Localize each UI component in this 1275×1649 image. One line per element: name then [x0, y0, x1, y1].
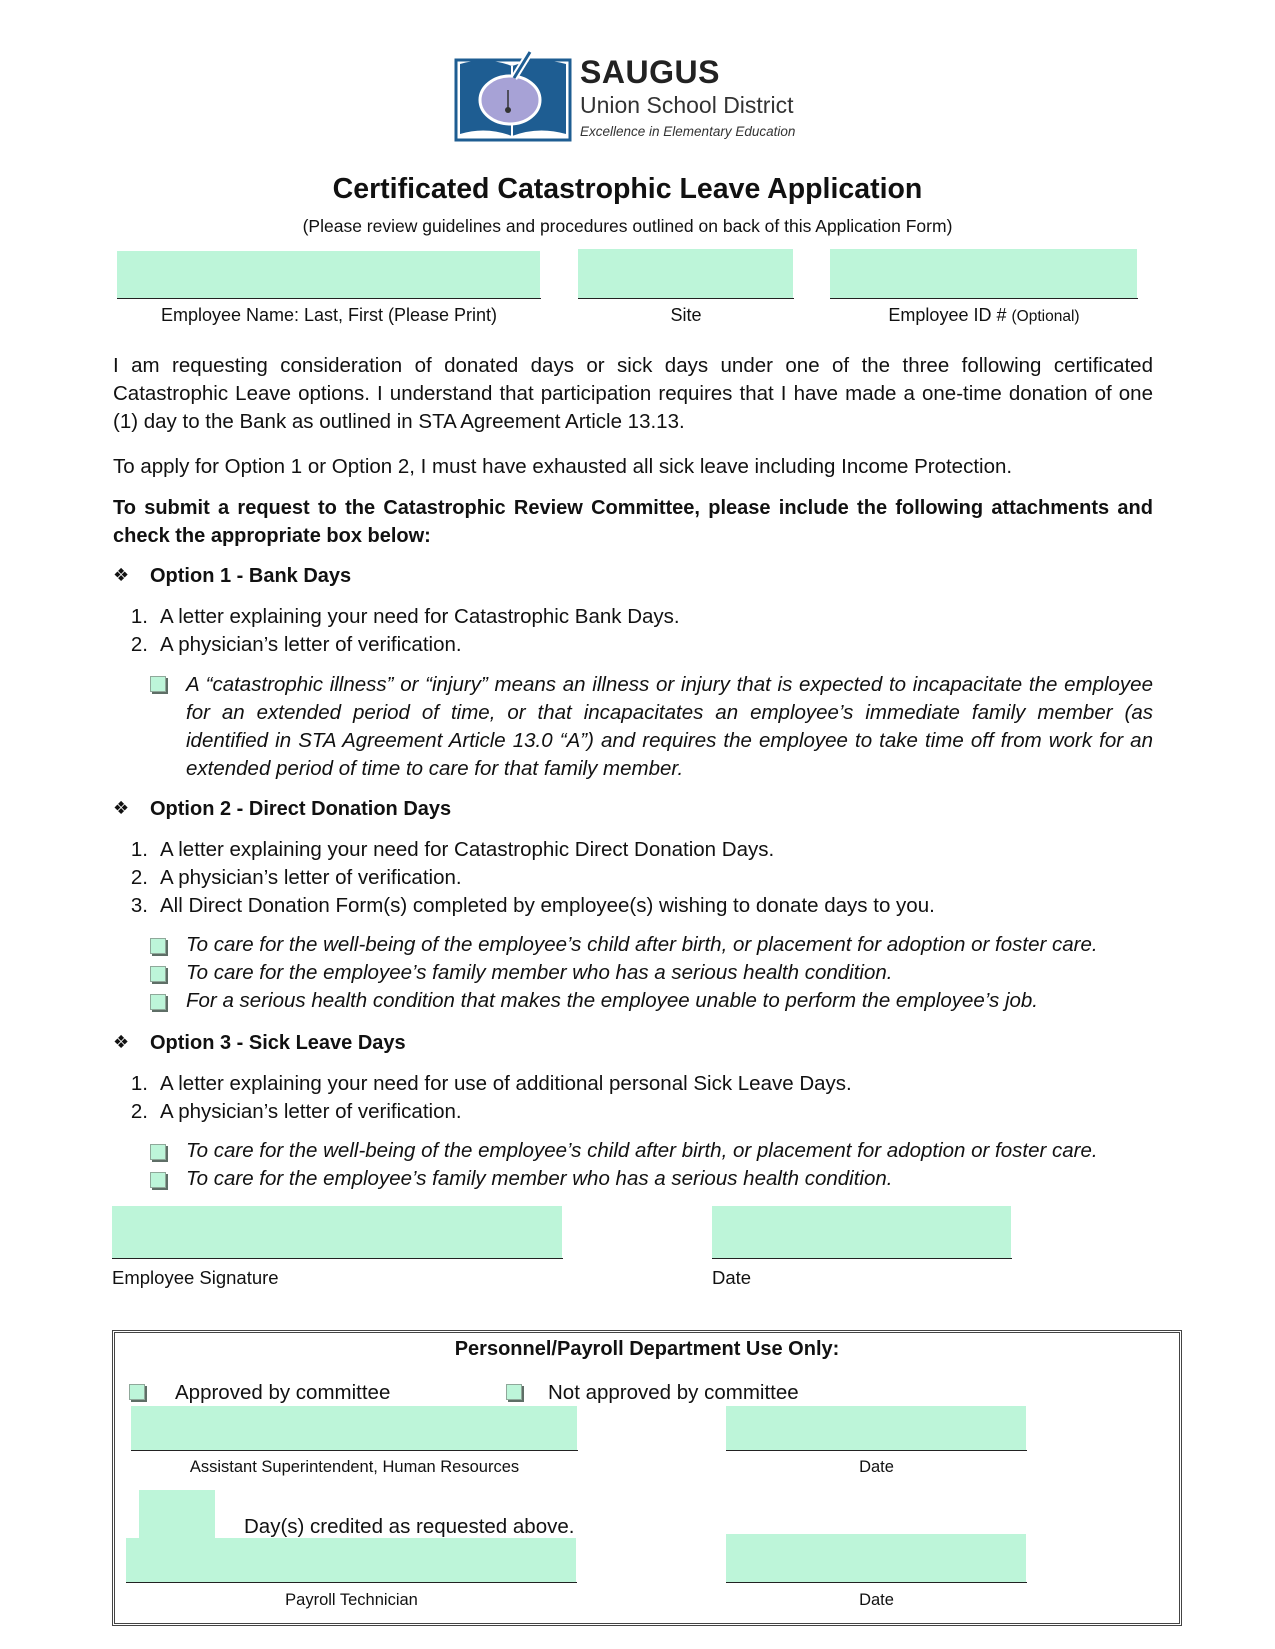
- item-number: 1.: [130, 1072, 148, 1095]
- page-title: Certificated Catastrophic Leave Application: [332, 173, 923, 205]
- item-text: A letter explaining your need for Catastrophic Direct Donation Days.: [160, 838, 775, 861]
- payroll-technician-label: Payroll Technician: [285, 1591, 418, 1609]
- diamond-bullet-icon: ❖: [113, 1032, 130, 1052]
- approved-checkbox[interactable]: [129, 1384, 145, 1400]
- option-2-family-member-text: To care for the employee’s family member who has a serious health condition.: [186, 961, 893, 984]
- item-number: 1.: [130, 605, 148, 628]
- logo-name: SAUGUS: [580, 54, 720, 90]
- days-credited-input[interactable]: [139, 1490, 215, 1538]
- employee-id-optional: (Optional): [1011, 308, 1080, 325]
- employee-name-underline: [117, 298, 541, 299]
- option-1-catastrophic-checkbox[interactable]: [150, 676, 166, 692]
- employee-id-underline: [830, 298, 1138, 299]
- logo-subtitle: Union School District: [580, 92, 794, 118]
- option-3-family-member-text: To care for the employee’s family member who has a serious health condition.: [186, 1167, 893, 1190]
- option-1-catastrophic-text: A “catastrophic illness” or “injury” means an illness or injury that is expected to incapacitate the employee for an extended period of time, or that incapacitates an employee’s immediate family member (as identified in STA Agreement Article 13.0 “A”) and requires the employee to take time off from work for an extended period of time to care for that family member.: [186, 673, 1153, 780]
- option-1-item-2: [120, 633, 1120, 661]
- office-use-title: Personnel/Payroll Department Use Only:: [454, 1338, 840, 1360]
- signature-date-underline: [712, 1258, 1012, 1259]
- option-2-own-health-text: For a serious health condition that makes the employee unable to perform the employee’s job.: [186, 989, 1039, 1012]
- item-text: A physician’s letter of verification.: [160, 1100, 462, 1123]
- not-approved-checkbox[interactable]: [506, 1384, 522, 1400]
- district-logo: [452, 44, 832, 144]
- option-3-child-care-text: To care for the well-being of the employee’s child after birth, or placement for adoption or foster care.: [186, 1139, 1098, 1162]
- option-2-own-health-checkbox[interactable]: [150, 994, 166, 1010]
- option-3-item-1: [120, 1072, 1120, 1100]
- item-text: A physician’s letter of verification.: [160, 633, 462, 656]
- days-credited-label: Day(s) credited as requested above.: [244, 1515, 575, 1538]
- intro-paragraph: I am requesting consideration of donated days or sick days under one of the three following certificated Catastrophic Leave options. I understand that participation requires that I have made a one-time donation of one (1) day to the Bank as outlined in STA Agreement Article 13.13.: [113, 354, 1153, 433]
- option-3-child-care-checkbox[interactable]: [150, 1144, 166, 1160]
- payroll-technician-underline: [126, 1582, 577, 1583]
- item-number: 1.: [130, 838, 148, 861]
- asst-supt-label: Assistant Superintendent, Human Resources: [189, 1458, 520, 1476]
- option-note: To apply for Option 1 or Option 2, I must have exhausted all sick leave including Income Protection.: [113, 455, 1013, 478]
- diamond-bullet-icon: ❖: [113, 798, 130, 818]
- employee-name-input[interactable]: [117, 251, 540, 298]
- book-bell-icon: [452, 44, 574, 144]
- item-number: 2.: [130, 633, 148, 656]
- option-2-family-member-checkbox[interactable]: [150, 966, 166, 982]
- payroll-technician-input[interactable]: [126, 1538, 576, 1582]
- option-2-item-2: [120, 866, 1120, 894]
- item-number: 2.: [130, 866, 148, 889]
- approved-label: Approved by committee: [175, 1381, 391, 1404]
- option-2-heading: Option 2 - Direct Donation Days: [150, 798, 452, 820]
- asst-supt-date-input[interactable]: [726, 1406, 1026, 1450]
- item-text: A letter explaining your need for use of additional personal Sick Leave Days.: [160, 1072, 852, 1095]
- option-1-item-1: [120, 605, 1120, 633]
- option-1-heading: Option 1 - Bank Days: [150, 565, 352, 587]
- logo-tagline: Excellence in Elementary Education: [580, 124, 796, 139]
- employee-signature-input[interactable]: [112, 1206, 562, 1258]
- asst-supt-signature-input[interactable]: [131, 1406, 577, 1450]
- asst-supt-underline: [131, 1450, 578, 1451]
- item-number: 2.: [130, 1100, 148, 1123]
- asst-supt-date-underline: [726, 1450, 1027, 1451]
- signature-date-label: Date: [712, 1267, 752, 1288]
- payroll-date-label: Date: [859, 1591, 894, 1609]
- option-2-item-3: [120, 894, 1120, 922]
- item-text: All Direct Donation Form(s) completed by employee(s) wishing to donate days to you.: [160, 894, 935, 917]
- signature-date-input[interactable]: [712, 1206, 1011, 1258]
- option-3-item-2: [120, 1100, 1120, 1128]
- item-number: 3.: [130, 894, 148, 917]
- option-2-item-1: [120, 838, 1120, 866]
- item-text: A letter explaining your need for Catastrophic Bank Days.: [160, 605, 680, 628]
- page-subtitle: (Please review guidelines and procedures outlined on back of this Application Form): [302, 216, 953, 236]
- option-2-child-care-checkbox[interactable]: [150, 938, 166, 954]
- not-approved-label: Not approved by committee: [548, 1381, 799, 1404]
- signature-underline: [112, 1258, 563, 1259]
- option-3-family-member-checkbox[interactable]: [150, 1172, 166, 1188]
- employee-signature-label: Employee Signature: [112, 1267, 279, 1288]
- item-text: A physician’s letter of verification.: [160, 866, 462, 889]
- employee-name-label: Employee Name: Last, First (Please Print): [160, 305, 498, 325]
- employee-id-label-text: Employee ID #: [888, 305, 1007, 325]
- asst-supt-date-label: Date: [859, 1458, 894, 1476]
- diamond-bullet-icon: ❖: [113, 565, 130, 585]
- option-2-child-care-text: To care for the well-being of the employee’s child after birth, or placement for adoption or foster care.: [186, 933, 1098, 956]
- submit-instruction: To submit a request to the Catastrophic Review Committee, please include the following attachments and check the appropriate box below:: [113, 497, 1153, 547]
- site-label: Site: [670, 305, 702, 325]
- site-underline: [578, 298, 794, 299]
- payroll-date-underline: [726, 1582, 1027, 1583]
- payroll-date-input[interactable]: [726, 1534, 1026, 1582]
- employee-id-input[interactable]: [830, 249, 1137, 298]
- employee-id-label: [830, 305, 1138, 326]
- option-3-heading: Option 3 - Sick Leave Days: [150, 1032, 406, 1054]
- site-input[interactable]: [578, 249, 793, 298]
